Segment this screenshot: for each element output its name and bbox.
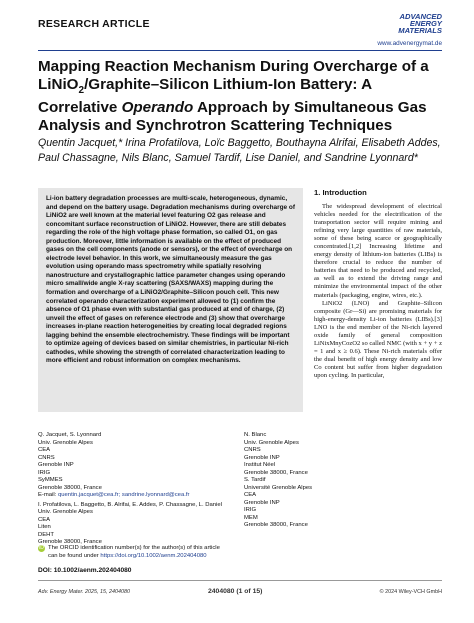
introduction-text <box>314 203 442 380</box>
affil-line: CNRS <box>244 447 261 453</box>
journal-logo-line1: ADVANCED <box>399 12 442 21</box>
section-label: RESEARCH ARTICLE <box>38 18 150 30</box>
footer-copyright: © 2024 Wiley-VCH GmbH <box>379 589 442 595</box>
affil-line: Grenoble 38000, France <box>38 539 102 545</box>
orcid-line-2 <box>38 553 303 561</box>
title-part1: Mapping Reaction Mechanism During Overcharge of a LiNiO <box>38 58 429 93</box>
affil-line: Liten <box>38 524 51 530</box>
footer-page-number: 2404080 (1 of 15) <box>208 588 263 595</box>
orcid-block <box>38 545 303 560</box>
affil-line: Grenoble INP <box>38 462 74 468</box>
affil-line: IRIG <box>244 507 257 513</box>
affil-line: Univ. Grenoble Alpes <box>244 439 299 446</box>
affil-line: CEA <box>38 516 51 523</box>
affil-line: Univ. Grenoble Alpes <box>38 439 93 446</box>
affil-line: Grenoble 38000, France <box>38 484 102 491</box>
footer-citation: Adv. Energy Mater. 2025, 15, 2404080 <box>38 589 131 595</box>
title-subscript: 2 <box>78 84 85 96</box>
header-rule <box>38 50 442 51</box>
affil-line: IRIG <box>38 469 51 476</box>
introduction-section <box>314 188 442 380</box>
journal-logo <box>382 13 442 34</box>
affil-line: MEM <box>244 514 258 521</box>
affil-line: Grenoble INP <box>244 454 280 461</box>
title-part2: /Graphite–Silicon Lithium-Ion Battery: A Correlative <box>38 75 372 117</box>
title-part3: Approach by Simultaneous Gas Analysis and Synchrotron Scattering Techniques <box>38 99 427 134</box>
affil-line: N. Blanc <box>244 432 267 438</box>
affil-line: CEA <box>244 492 257 498</box>
affil-line: I. Profatilova, L. Baggetto, B. Alrifai, E. Addes, P. Chassagne, L. Daniel <box>38 501 222 508</box>
affil-line: Q. Jacquet, S. Lyonnard <box>38 432 102 438</box>
affil-line: S. Tardif <box>244 477 266 483</box>
doi-line: DOI: 10.1002/aenm.202404080 <box>38 567 132 574</box>
orcid-prefix: can be found under <box>48 552 101 559</box>
affil-line: DEHT <box>38 531 55 538</box>
page-header <box>38 10 442 52</box>
page-footer <box>38 588 442 598</box>
footer-rule <box>38 580 442 581</box>
journal-url[interactable]: www.advenergymat.de <box>377 40 442 47</box>
affil-line: Grenoble 38000, France <box>244 522 308 528</box>
email-label: E-mail: <box>38 492 58 498</box>
affiliations-right <box>244 432 404 530</box>
affiliations-left <box>38 432 233 547</box>
orcid-icon[interactable]: iD <box>39 545 44 551</box>
title-italic: Operando <box>121 99 194 117</box>
affil-line: Université Grenoble Alpes <box>244 484 313 491</box>
affil-line: SyMMES <box>38 477 63 483</box>
affil-line: Grenoble 38000, France <box>244 469 308 476</box>
orcid-link[interactable]: https://doi.org/10.1002/aenm.202404080 <box>100 552 207 559</box>
orcid-line-1 <box>38 545 303 553</box>
article-title <box>38 58 442 134</box>
affil-line: Institut Néel <box>244 462 276 468</box>
introduction-heading: 1. Introduction <box>314 188 367 197</box>
abstract-text: Li-ion battery degradation processes are multi-scale, heterogeneous, dynamic, and depend on the battery usage. Degradation mechanisms during overcharge of LiNiO2 are well known at the material level featuring O2 gas release and concomitant surface reconstruction of LiNiO2. However, there are still debates regarding the role of the high voltage phase formation, so called O1, on gas production. Moreover, little information is available on the effect of produced gases on the cell components (anode or sensors), or the effect of overcharge on electrode level behavior. In this work, we simultaneously measure the gas evolution using operando mass spectrometry while spatially resolving nanostructure and crystallographic lattice parameter changes using operando micro small/wide angle X-ray scattering (SAXS/WAXS) mapping during the formation and overcharge of a LiNiO2/Graphite–Silicon pouch cell. This new correlated operando characterization experiment allowed to (1) confirm the absence of O1 phase even with substantial gas produced at end of charge, (2) unveil the effect of gases on reference electrode and (3) show that overcharge increases in-plane reaction heterogeneities by creating local degraded regions lagging behind the ensemble electrochemistry. These findings will be important to optimize ageing of devices based on similar chemistries, in particular Ni-rich cathodes, while showing the strength of correlated characterization leading to more efficient and robust information on complex mechanisms. <box>46 195 295 365</box>
abstract-box <box>38 188 303 412</box>
orcid-text: The ORCID identification number(s) for the author(s) of this article <box>48 545 220 551</box>
journal-logo-line2: ENERGY <box>409 19 442 28</box>
affil-line: Grenoble INP <box>244 499 280 506</box>
email-line <box>38 492 233 500</box>
introduction-paragraph-1: The widespread development of electrical vehicles needed for the electrification of the transportation sector will require mining and refining very large quantities of raw materials, some of these being scarce or geographically concentrated.[1,2] Increasing lifetime and energy density of lithium-ion batteries (LIBs) is therefore crucial to reduce the number of batteries that need to be produced and recycled, as well as to extend the driving range and minimize the environmental impact of the other materials (packaging, engine, wires, etc.). <box>314 203 442 299</box>
affil-line: CNRS <box>38 454 55 461</box>
affil-line: Univ. Grenoble Alpes <box>38 509 93 515</box>
affil-line: CEA <box>38 447 51 453</box>
journal-logo-line3: MATERIALS <box>398 26 442 35</box>
email-link[interactable]: quentin.jacquet@cea.fr; sandrine.lyonnard@cea.fr <box>57 492 190 498</box>
author-list: Quentin Jacquet,* Irina Profatilova, Loïc Baggetto, Bouthayna Alrifai, Elisabeth Addes, Paul Chassagne, Nils Blanc, Samuel Tardif, Lise Daniel, and Sandrine Lyonnard* <box>38 137 441 164</box>
introduction-paragraph-2: LiNiO2 (LNO) and Graphite–Silicon composite (Gr—Si) are promising materials for high-energy-density Li-ion batteries (LIBs).[3] LNO is the end member of the Ni-rich layered oxide family of general composition LiNixMnyCozO2 so called NMC (with x + y + z = 1 and x ≥ 0.6). These Ni-rich materials offer the dual benefit of high energy density and low Co content but suffer from higher degradation upon cycling. In particular, <box>314 299 442 379</box>
